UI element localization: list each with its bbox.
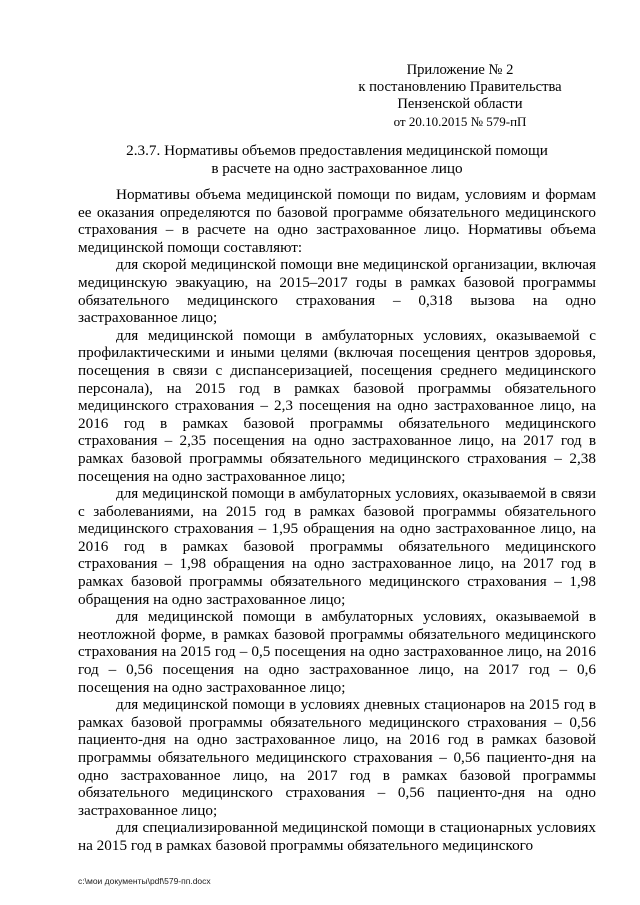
paragraph-emergency-care: для скорой медицинской помощи вне медицинской организации, включая медицинскую эвакуацию, на 2015–2017 годы в рамках базовой программы обязательного медицинского страхования – 0,318 вызова на одно застрахованное лицо; bbox=[78, 256, 596, 327]
paragraph-inpatient-specialized: для специализированной медицинской помощи в стационарных условиях на 2015 год в рамках базовой программы обязательного медицинского bbox=[78, 819, 596, 854]
section-title-line-2: в расчете на одно застрахованное лицо bbox=[211, 160, 463, 177]
appendix-header bbox=[330, 62, 590, 130]
appendix-region: Пензенской области bbox=[397, 96, 523, 112]
appendix-number: Приложение № 2 bbox=[406, 62, 514, 78]
document-body bbox=[78, 186, 596, 855]
section-title bbox=[78, 142, 596, 178]
paragraph-day-hospital: для медицинской помощи в условиях дневных стационаров на 2015 год в рамках базовой программы обязательного медицинского страхования – 0,56 пациенто-дня на одно застрахованное лицо, на 2016 год в рамках базовой программы обязательного медицинского страхования – 0,56 пациенто-дня на одно застрахованное лицо, на 2017 год в рамках базовой программы обязательного медицинского страхования – 0,56 пациенто-дня на одно застрахованное лицо; bbox=[78, 696, 596, 819]
section-title-line-1: 2.3.7. Нормативы объемов предоставления медицинской помощи bbox=[126, 142, 548, 159]
paragraph-outpatient-preventive: для медицинской помощи в амбулаторных условиях, оказываемой с профилактическими и иными целями (включая посещения центров здоровья, посещения в связи с диспансеризацией, посещения среднего медицинского персонала), на 2015 год в рамках базовой программы обязательного медицинского страхования – 2,3 посещения на одно застрахованное лицо, на 2016 год в рамках базовой программы обязательного медицинского страхования – 2,35 посещения на одно застрахованное лицо, на 2017 год в рамках базовой программы обязательного медицинского страхования – 2,38 посещения на одно застрахованное лицо; bbox=[78, 326, 596, 485]
paragraph-intro: Нормативы объема медицинской помощи по видам, условиям и формам ее оказания определяются по базовой программе обязательного медицинского страхования – в расчете на одно застрахованное лицо. Нормативы объема медицинской помощи составляют: bbox=[78, 186, 596, 256]
appendix-date-number: от 20.10.2015 № 579-пП bbox=[393, 114, 527, 129]
appendix-resolution: к постановлению Правительства bbox=[358, 79, 562, 95]
file-path-footer: c:\мои документы\pdf\579-пп.docx bbox=[78, 876, 211, 886]
paragraph-outpatient-disease: для медицинской помощи в амбулаторных условиях, оказываемой в связи с заболеваниями, на 2015 год в рамках базовой программы обязательного медицинского страхования – 1,95 обращения на одно застрахованное лицо, на 2016 год в рамках базовой программы обязательного медицинского страхования – 1,98 обращения на одно застрахованное лицо, на 2017 год в рамках базовой программы обязательного медицинского страхования – 1,98 обращения на одно застрахованное лицо; bbox=[78, 485, 596, 608]
paragraph-outpatient-urgent: для медицинской помощи в амбулаторных условиях, оказываемой в неотложной форме, в рамках базовой программы обязательного медицинского страхования на 2015 год – 0,5 посещения на одно застрахованное лицо, на 2016 год – 0,56 посещения на одно застрахованное лицо, на 2017 год – 0,6 посещения на одно застрахованное лицо; bbox=[78, 608, 596, 696]
